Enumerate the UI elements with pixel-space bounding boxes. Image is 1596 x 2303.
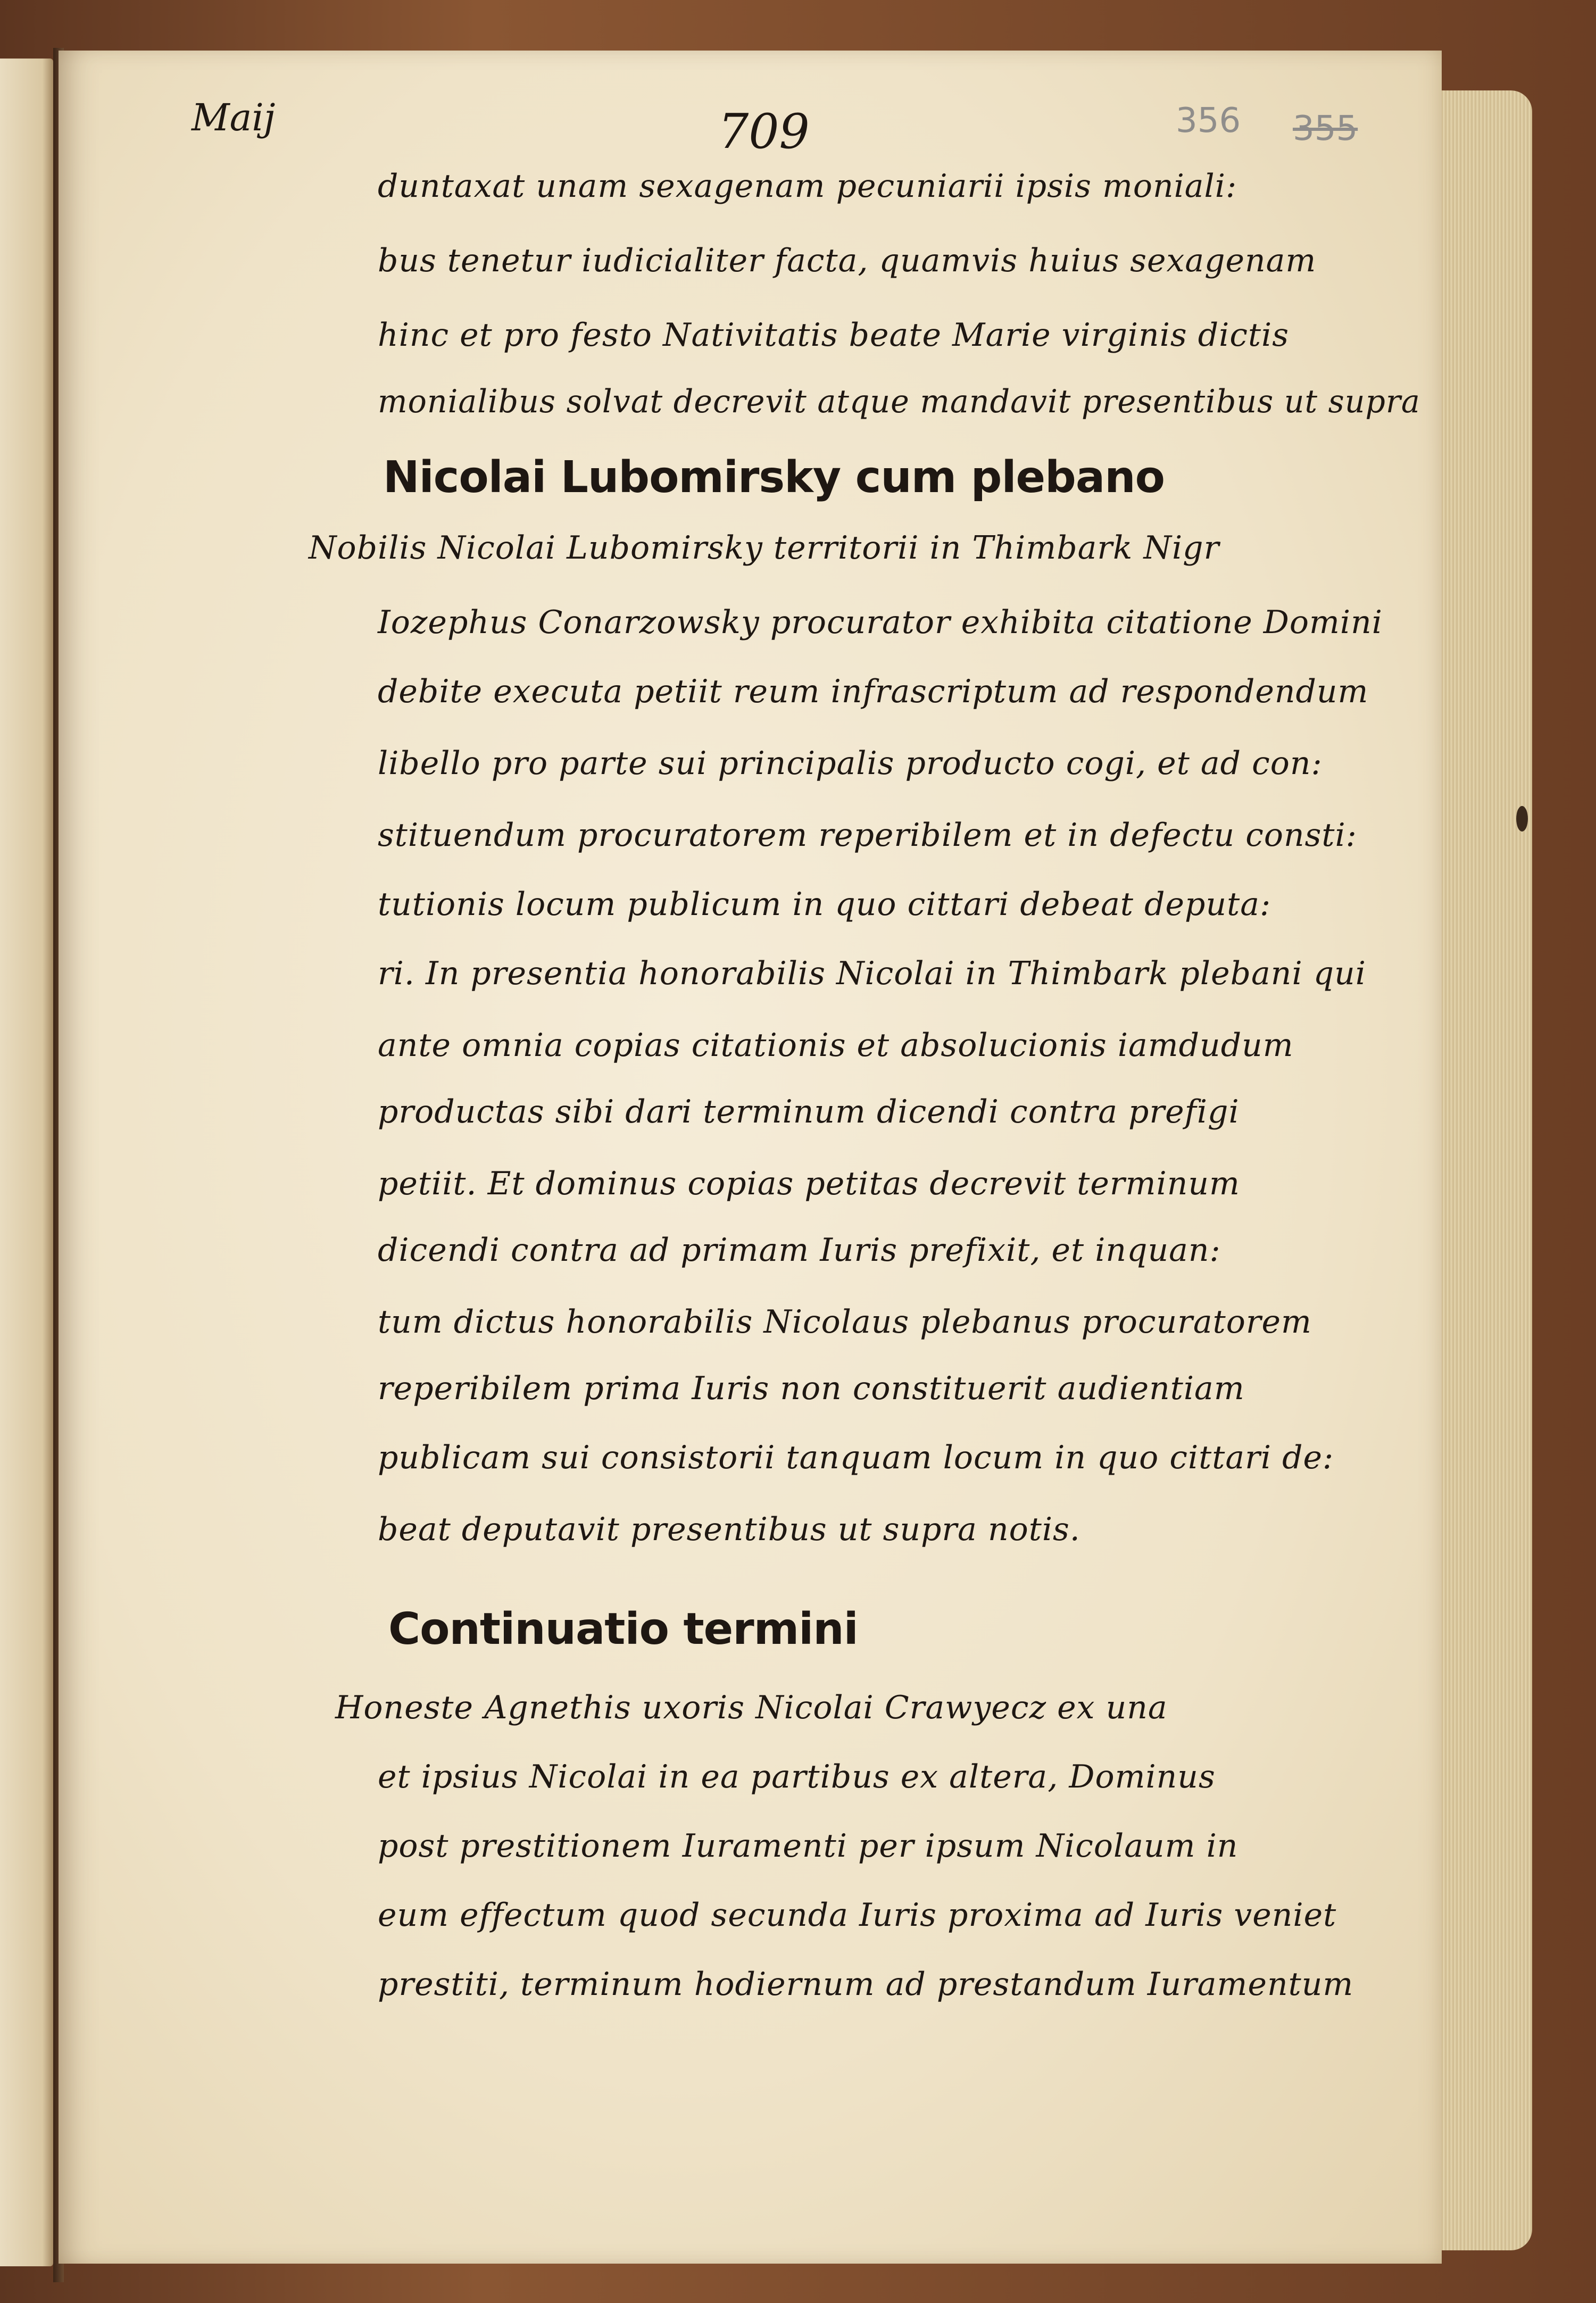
- entry-line: hinc et pro festo Nativitatis beate Marie virginis dictis: [378, 317, 1290, 354]
- entry-line: post prestitionem Iuramenti per ipsum Nicolaum in: [378, 1827, 1238, 1865]
- entry-line: Iozephus Conarzowsky procurator exhibita citatione Domini: [378, 604, 1383, 641]
- entry-heading: Nicolai Lubomirsky cum plebano: [383, 452, 1165, 503]
- page-hole: [1516, 806, 1528, 832]
- entry-line: debite executa petiit reum infrascriptum ad respondendum: [378, 673, 1369, 710]
- entry-line: tum dictus honorabilis Nicolaus plebanus procuratorem: [378, 1303, 1312, 1341]
- entry-heading: Continuatio termini: [388, 1604, 858, 1654]
- entry-line: productas sibi dari terminum dicendi contra prefigi: [378, 1093, 1240, 1130]
- entry-line: petiit. Et dominus copias petitas decrevit terminum: [378, 1165, 1240, 1202]
- entry-line: prestiti, terminum hodiernum ad prestandum Iuramentum: [378, 1966, 1354, 2003]
- entry-line: eum effectum quod secunda Iuris proxima ad Iuris veniet: [378, 1897, 1337, 1934]
- page-block-edges: [1436, 90, 1532, 2250]
- entry-line: monialibus solvat decrevit atque mandavit presentibus ut supra: [378, 383, 1420, 420]
- entry-line: dicendi contra ad primam Iuris prefixit, et inquan:: [378, 1232, 1221, 1269]
- entry-line: et ipsius Nicolai in ea partibus ex altera, Dominus: [378, 1758, 1216, 1795]
- entry-line: stituendum procuratorem reperibilem et in defectu consti:: [378, 817, 1357, 854]
- facing-page-edge: [0, 59, 53, 2266]
- entry-line: reperibilem prima Iuris non constituerit audientiam: [378, 1370, 1245, 1407]
- entry-line: ri. In presentia honorabilis Nicolai in Thimbark plebani qui: [378, 955, 1366, 992]
- folio-pencil-number-struck: 355: [1293, 109, 1358, 148]
- entry-line: Nobilis Nicolai Lubomirsky territorii in Thimbark Nigr: [309, 529, 1220, 567]
- entry-line: Honeste Agnethis uxoris Nicolai Crawyecz ex una: [335, 1689, 1168, 1726]
- entry-line: publicam sui consistorii tanquam locum in quo cittari de:: [378, 1439, 1334, 1476]
- folio-ink-number: 709: [718, 104, 810, 160]
- entry-line: duntaxat unam sexagenam pecuniarii ipsis moniali:: [378, 168, 1237, 205]
- entry-line: libello pro parte sui principalis producto cogi, et ad con:: [378, 745, 1323, 782]
- entry-line: beat deputavit presentibus ut supra notis.: [378, 1511, 1080, 1548]
- margin-note: Maij: [192, 96, 276, 139]
- entry-line: ante omnia copias citationis et absolucionis iamdudum: [378, 1027, 1294, 1064]
- folio-pencil-number: 356: [1176, 101, 1241, 140]
- entry-line: tutionis locum publicum in quo cittari debeat deputa:: [378, 886, 1271, 923]
- manuscript-page: [59, 51, 1442, 2264]
- entry-line: bus tenetur iudicialiter facta, quamvis huius sexagenam: [378, 242, 1317, 279]
